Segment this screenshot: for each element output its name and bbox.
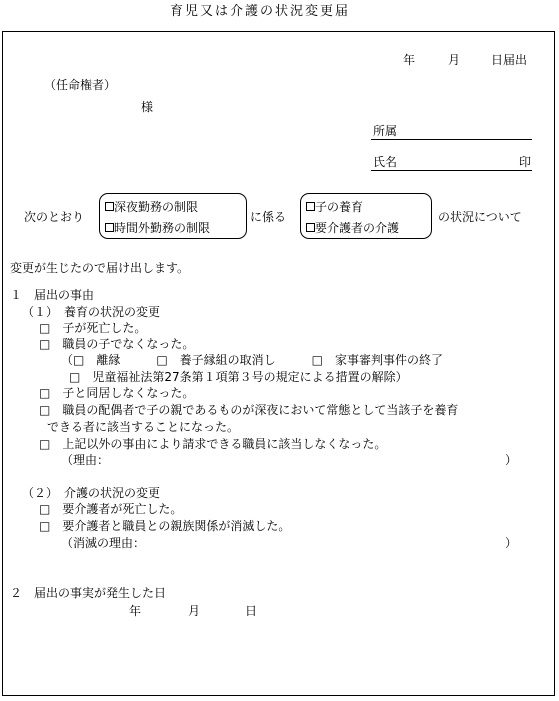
caregiving-item-died: □ 要介護者が死亡した。	[39, 502, 183, 516]
date-year-label: 年	[403, 53, 416, 67]
care-option-child: 子の養育	[306, 201, 363, 213]
caregiving-reason-close: ）	[505, 536, 518, 550]
restriction-option-overtime: 時間外勤務の制限	[105, 222, 210, 234]
checkbox-child-rearing[interactable]	[306, 202, 315, 211]
date-month-label: 月	[448, 53, 461, 67]
occurrence-day-label: 日	[245, 604, 258, 618]
restriction-option-late-night: 深夜勤務の制限	[105, 201, 198, 213]
seal-label: 印	[519, 155, 532, 169]
parenting-subitem-adoption: （□ 離縁 □ 養子縁組の取消し □ 家事審判事件の終了	[61, 353, 444, 367]
appointer-label: （任命権者）	[44, 78, 117, 92]
caregiving-heading: （２） 介護の状況の変更	[22, 486, 161, 500]
checkbox-nursing-care[interactable]	[306, 223, 315, 232]
statement-suffix: の状況について	[438, 210, 522, 224]
caregiving-reason-label: （消滅の理由：	[61, 536, 146, 550]
date-day-submitted-label: 日届出	[491, 53, 528, 67]
section2-heading: ２ 届出の事実が発生した日	[10, 586, 167, 600]
section1-heading: １ 届出の事由	[10, 288, 95, 302]
parenting-item-child-died: □ 子が死亡した。	[39, 321, 147, 335]
checkbox-overtime[interactable]	[105, 223, 114, 232]
parenting-item-spouse-cont: できる者に該当することになった。	[47, 420, 240, 434]
parenting-heading: （１） 養育の状況の変更	[22, 305, 161, 319]
name-underline	[371, 170, 532, 171]
occurrence-month-label: 月	[188, 604, 201, 618]
notice-text: 変更が生じたので届け出します。	[10, 261, 190, 275]
statement-connector: に係る	[250, 210, 287, 224]
checkbox-late-night[interactable]	[105, 202, 114, 211]
caregiving-item-relation-ended: □ 要介護者と職員との親族関係が消滅した。	[39, 519, 291, 533]
affiliation-label: 所属	[373, 124, 398, 138]
parenting-item-not-cohabiting: □ 子と同居しなくなった。	[39, 386, 195, 400]
parenting-item-spouse: □ 職員の配偶者で子の親であるものが深夜において常態として当該子を養育	[39, 403, 459, 417]
care-option-nursing: 要介護者の介護	[306, 222, 399, 234]
statement-prefix: 次のとおり	[24, 210, 85, 224]
occurrence-year-label: 年	[129, 604, 142, 618]
parenting-reason-close: ）	[505, 453, 518, 467]
parenting-reason-label: （理由：	[61, 453, 110, 467]
affiliation-underline	[371, 139, 532, 140]
honorific-label: 様	[141, 100, 154, 114]
parenting-item-not-employee-child: □ 職員の子でなくなった。	[39, 337, 195, 351]
name-label: 氏名	[373, 155, 398, 169]
parenting-item-other: □ 上記以外の事由により請求できる職員に該当しなくなった。	[39, 437, 387, 451]
page-title: 育児又は介護の状況変更届	[170, 4, 351, 19]
parenting-subitem-child-welfare: □ 児童福祉法第27条第１項第３号の規定による措置の解除）	[69, 370, 408, 384]
